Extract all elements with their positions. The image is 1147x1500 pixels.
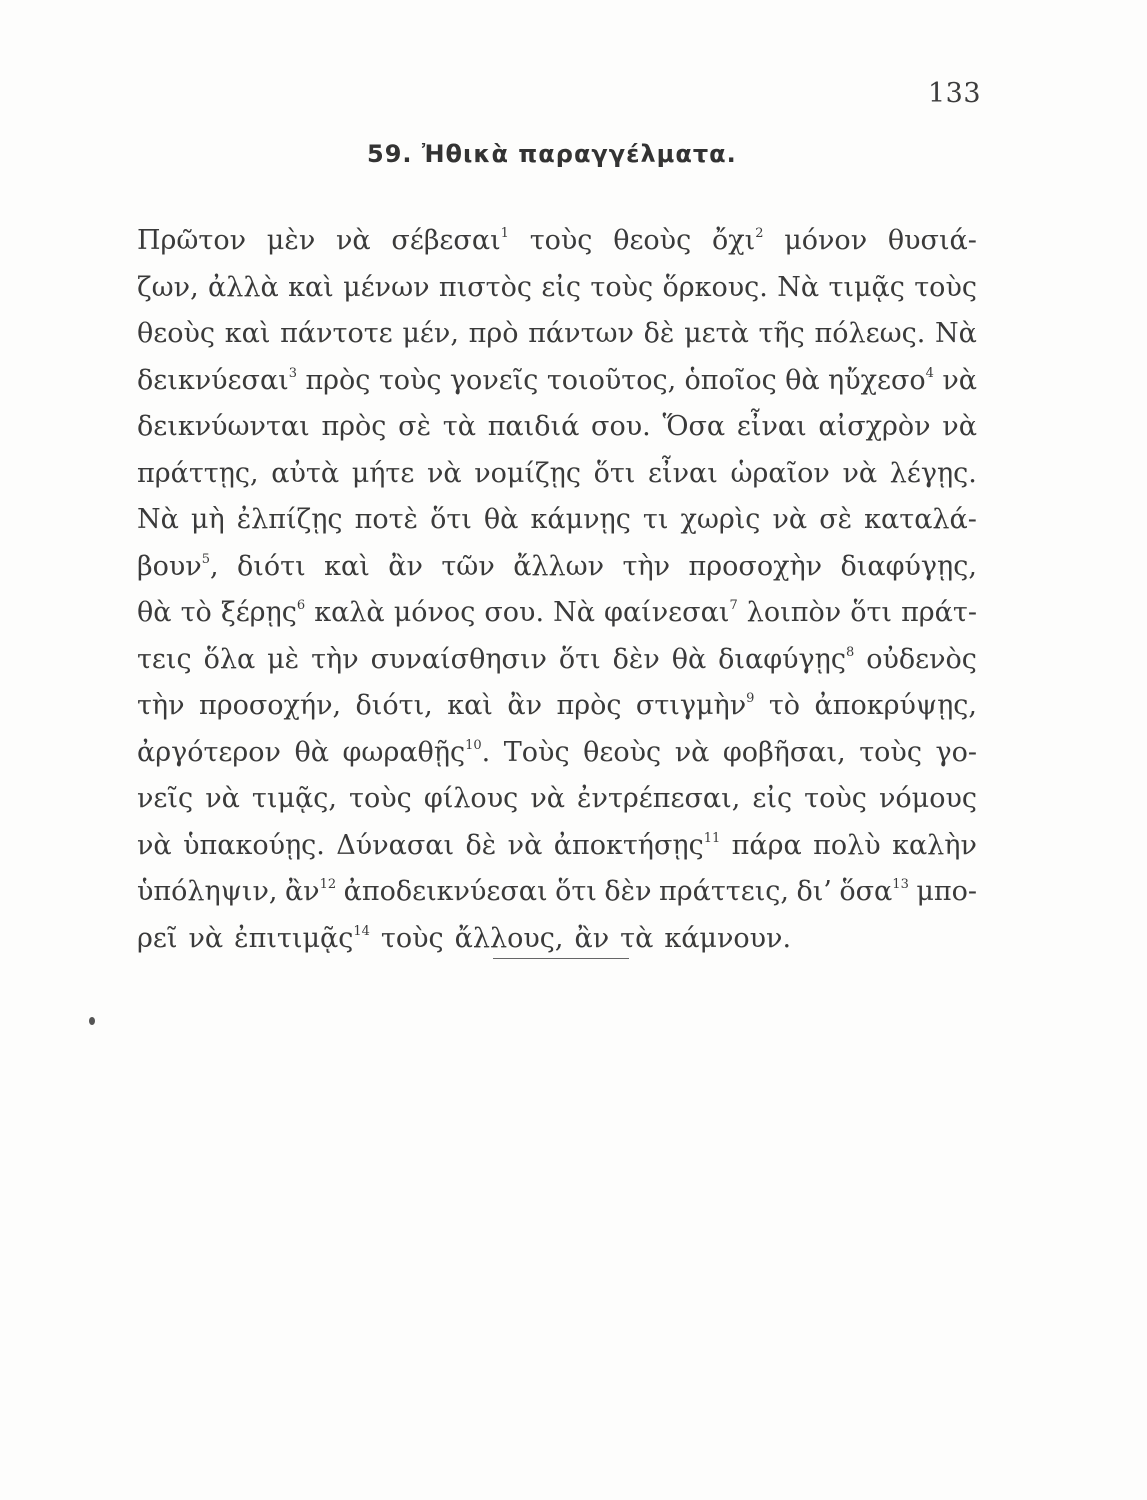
- word: θεοὺς: [613, 225, 692, 256]
- word: Τοὺς: [503, 736, 570, 768]
- word: τὴν: [311, 643, 359, 675]
- text-line: [137, 311, 977, 358]
- word: νὰ: [137, 829, 172, 861]
- word: τοιοῦτος,: [546, 364, 677, 396]
- word: ὅτι: [850, 597, 892, 628]
- word: ἂν: [507, 690, 542, 721]
- word: τι: [642, 504, 669, 535]
- word: νὰ: [426, 457, 462, 489]
- word: ζων,: [137, 271, 199, 303]
- word: νὰ: [188, 922, 224, 954]
- word: σου.: [591, 411, 651, 442]
- word: πρὸς: [321, 411, 387, 442]
- word: ἂν$^{12}$: [284, 876, 337, 907]
- word: ηὔχεσο$^4$: [828, 364, 934, 396]
- text-line: [137, 358, 977, 405]
- word: ἄλλων: [513, 550, 605, 582]
- word: διαφύγῃς,: [840, 550, 977, 582]
- text-line: [137, 683, 977, 730]
- word: δὲ: [465, 829, 497, 861]
- word: γο-: [935, 736, 977, 768]
- paper-speck: [89, 1017, 95, 1025]
- text-line: [137, 869, 977, 916]
- section-divider: [493, 958, 629, 959]
- word: νὰ: [530, 783, 565, 814]
- footnote-marker: 6: [296, 598, 306, 613]
- word: κάμνουν.: [664, 922, 792, 954]
- text-line: [137, 218, 977, 265]
- word: νομίζῃς: [474, 457, 581, 489]
- word: ὅρκους.: [662, 271, 768, 303]
- text-line: [137, 265, 977, 312]
- text-line: [137, 451, 977, 498]
- word: προσοχήν,: [198, 690, 342, 721]
- word: τῆς: [758, 318, 805, 349]
- word: φίλους: [423, 783, 519, 814]
- word: ἂν: [388, 550, 423, 582]
- word: δὲ: [643, 318, 675, 349]
- word: πράττεις,: [658, 876, 789, 907]
- word: μπο-: [916, 876, 977, 907]
- page-number: 133: [928, 78, 982, 109]
- word: Νὰ: [777, 271, 820, 303]
- word: τοὺς: [590, 271, 654, 303]
- word: παιδιά: [487, 411, 580, 442]
- word: αὐτὰ: [271, 457, 340, 489]
- word: θὰ: [785, 364, 820, 396]
- word: ξέρῃς$^6$: [220, 597, 306, 628]
- word: μόνος: [393, 597, 476, 628]
- word: ὅτι: [430, 504, 472, 535]
- word: μὴ: [190, 504, 225, 535]
- word: καὶ: [288, 271, 334, 303]
- word: ὅλα: [203, 643, 256, 675]
- word: θυσιά-: [887, 225, 977, 256]
- word: ἀλλὰ: [208, 271, 279, 303]
- word: θὰ: [483, 504, 519, 535]
- text-line: [137, 823, 977, 870]
- word: μετὰ: [684, 318, 749, 349]
- word: λέγῃς.: [889, 457, 977, 489]
- word: διαφύγῃς$^8$: [718, 643, 855, 675]
- word: πιστὸς: [438, 271, 532, 303]
- footnote-marker: 10: [465, 737, 482, 753]
- word: μόνον: [784, 225, 868, 256]
- word: εἶναι: [648, 457, 718, 489]
- word: θὰ: [137, 597, 172, 628]
- word: τὴν: [622, 550, 671, 582]
- word: σέβεσαι$^1$: [391, 225, 509, 256]
- word: καὶ: [324, 550, 370, 582]
- chapter-title: 59. Ἠθικὰ παραγγέλματα.: [367, 140, 737, 168]
- word: μέν,: [402, 318, 459, 349]
- word: εἰς: [541, 271, 582, 303]
- word: ἄλλους,: [454, 922, 564, 954]
- word: εἰς: [752, 783, 793, 814]
- word: νὰ: [336, 225, 371, 256]
- word: νὰ: [942, 364, 977, 396]
- word: διότι,: [355, 690, 433, 721]
- word: ἀποκτήσῃς$^{11}$: [553, 829, 721, 861]
- word: θεοὺς: [137, 318, 216, 349]
- word: θὰ: [294, 736, 329, 768]
- word: σου.: [484, 597, 545, 628]
- word: ἐλπίζῃς: [236, 504, 343, 535]
- word: ἐπιτιμᾷς$^{14}$: [234, 922, 370, 954]
- word: νὰ: [772, 504, 808, 535]
- word: νόμους: [878, 783, 977, 814]
- word: Δύνασαι: [336, 829, 455, 861]
- word: εἶναι: [736, 411, 807, 442]
- word: σὲ: [398, 411, 432, 442]
- word: ρεῖ: [137, 922, 178, 954]
- word: μήτε: [351, 457, 415, 489]
- word: Ὅσα: [662, 411, 726, 442]
- word: πάντοτε: [280, 318, 393, 349]
- word: καταλά-: [864, 504, 977, 535]
- word: καὶ: [224, 318, 271, 349]
- word: αἰσχρὸν: [818, 411, 931, 442]
- word: πράττῃς,: [137, 457, 259, 489]
- footnote-marker: 9: [746, 691, 755, 706]
- word: τῶν: [441, 550, 495, 582]
- text-line: [137, 730, 977, 777]
- word: καὶ: [447, 690, 493, 721]
- word: νὰ: [507, 829, 543, 861]
- word: θὰ: [671, 643, 707, 675]
- word: καλὴν: [892, 829, 977, 861]
- word: ὅτι: [593, 457, 636, 489]
- word: ὑπόληψιν,: [137, 876, 278, 907]
- word: βουν$^5$,: [137, 550, 219, 582]
- word: ἐντρέπεσαι,: [577, 783, 741, 814]
- word: ἀποκρύψῃς,: [814, 690, 977, 721]
- word: Νὰ: [137, 504, 179, 535]
- footnote-marker: 14: [353, 923, 370, 939]
- text-line: [137, 776, 977, 823]
- footnote-marker: 5: [201, 551, 210, 567]
- word: φαίνεσαι$^7$: [604, 597, 738, 628]
- word: τοὺς: [914, 271, 977, 303]
- word: πάντων: [528, 318, 634, 349]
- word: φωραθῇς$^{10}$.: [342, 736, 491, 768]
- word: νὰ: [842, 457, 878, 489]
- text-line: [137, 590, 977, 637]
- word: δεικνύεσαι$^3$: [137, 364, 298, 396]
- word: τοὺς: [804, 783, 867, 814]
- word: μὲν: [266, 225, 316, 256]
- word: τὰ: [442, 411, 476, 442]
- word: τοὺς: [378, 364, 442, 396]
- word: πρὸς: [556, 690, 622, 721]
- word: φοβῆσαι,: [722, 736, 846, 768]
- word: τοὺς: [349, 783, 412, 814]
- word: τιμᾷς: [828, 271, 905, 303]
- text-line: [137, 544, 977, 591]
- footnote-marker: 3: [288, 365, 298, 381]
- word: τὸ: [180, 597, 212, 628]
- text-line: [137, 637, 977, 684]
- text-line: [137, 916, 977, 963]
- word: ὁποῖος: [684, 364, 777, 396]
- text-line: [137, 404, 977, 451]
- word: κάμνῃς: [530, 504, 631, 535]
- word: ποτὲ: [354, 504, 419, 535]
- word: δὲν: [612, 643, 660, 675]
- word: χωρὶς: [680, 504, 761, 535]
- word: τεις: [137, 643, 192, 675]
- word: δεικνύωνται: [137, 411, 310, 442]
- text-line: [137, 497, 977, 544]
- footnote-marker: 4: [925, 365, 934, 381]
- word: ὑπακούῃς.: [183, 829, 325, 861]
- word: δι’: [796, 876, 832, 907]
- word: διότι: [237, 550, 306, 582]
- footnote-marker: 11: [703, 830, 721, 846]
- word: δὲν: [604, 876, 652, 907]
- word: τιμᾷς,: [251, 783, 337, 814]
- footnote-marker: 7: [729, 598, 738, 613]
- word: καλὰ: [314, 597, 385, 628]
- word: γονεῖς: [449, 364, 539, 396]
- word: ὄχι$^2$: [711, 225, 764, 256]
- word: Πρῶτον: [137, 225, 247, 256]
- footnote-marker: 12: [319, 877, 337, 892]
- word: στιγμὴν$^9$: [635, 690, 755, 721]
- word: σὲ: [819, 504, 853, 535]
- word: ὅσα$^{13}$: [839, 876, 909, 907]
- word: λοιπὸν: [746, 597, 842, 628]
- footnote-marker: 1: [500, 226, 509, 241]
- word: πολὺ: [813, 829, 881, 861]
- word: πρὸς: [305, 364, 371, 396]
- word: νὰ: [205, 783, 240, 814]
- word: τὴν: [137, 690, 185, 721]
- word: μένων: [343, 271, 430, 303]
- word: τοὺς: [859, 736, 922, 768]
- word: ἀποδεικνύεσαι: [343, 876, 548, 907]
- word: ὅτι: [555, 876, 597, 907]
- word: πόλεως.: [814, 318, 926, 349]
- word: τοὺς: [529, 225, 593, 256]
- word: ἂν: [574, 922, 610, 954]
- word: ὅτι: [558, 643, 601, 675]
- footnote-marker: 2: [755, 226, 764, 241]
- word: νὰ: [942, 411, 977, 442]
- word: θεοὺς: [583, 736, 662, 768]
- word: προσοχὴν: [688, 550, 823, 582]
- word: νὰ: [674, 736, 710, 768]
- word: ἀργότερον: [137, 736, 281, 768]
- word: μὲ: [267, 643, 300, 675]
- word: πράτ-: [901, 597, 977, 628]
- footnote-marker: 8: [845, 644, 855, 660]
- word: Νὰ: [553, 597, 595, 628]
- footnote-marker: 13: [892, 877, 909, 892]
- word: οὐδενὸς: [866, 643, 977, 675]
- word: νεῖς: [137, 783, 194, 814]
- word: τὰ: [620, 922, 654, 954]
- word: τὸ: [768, 690, 801, 721]
- body-text: [137, 218, 977, 962]
- word: πάρα: [731, 829, 802, 861]
- word: συναίσθησιν: [370, 643, 547, 675]
- word: πρὸ: [468, 318, 519, 349]
- word: Νὰ: [935, 318, 977, 349]
- word: ὡραῖον: [730, 457, 830, 489]
- word: τοὺς: [380, 922, 444, 954]
